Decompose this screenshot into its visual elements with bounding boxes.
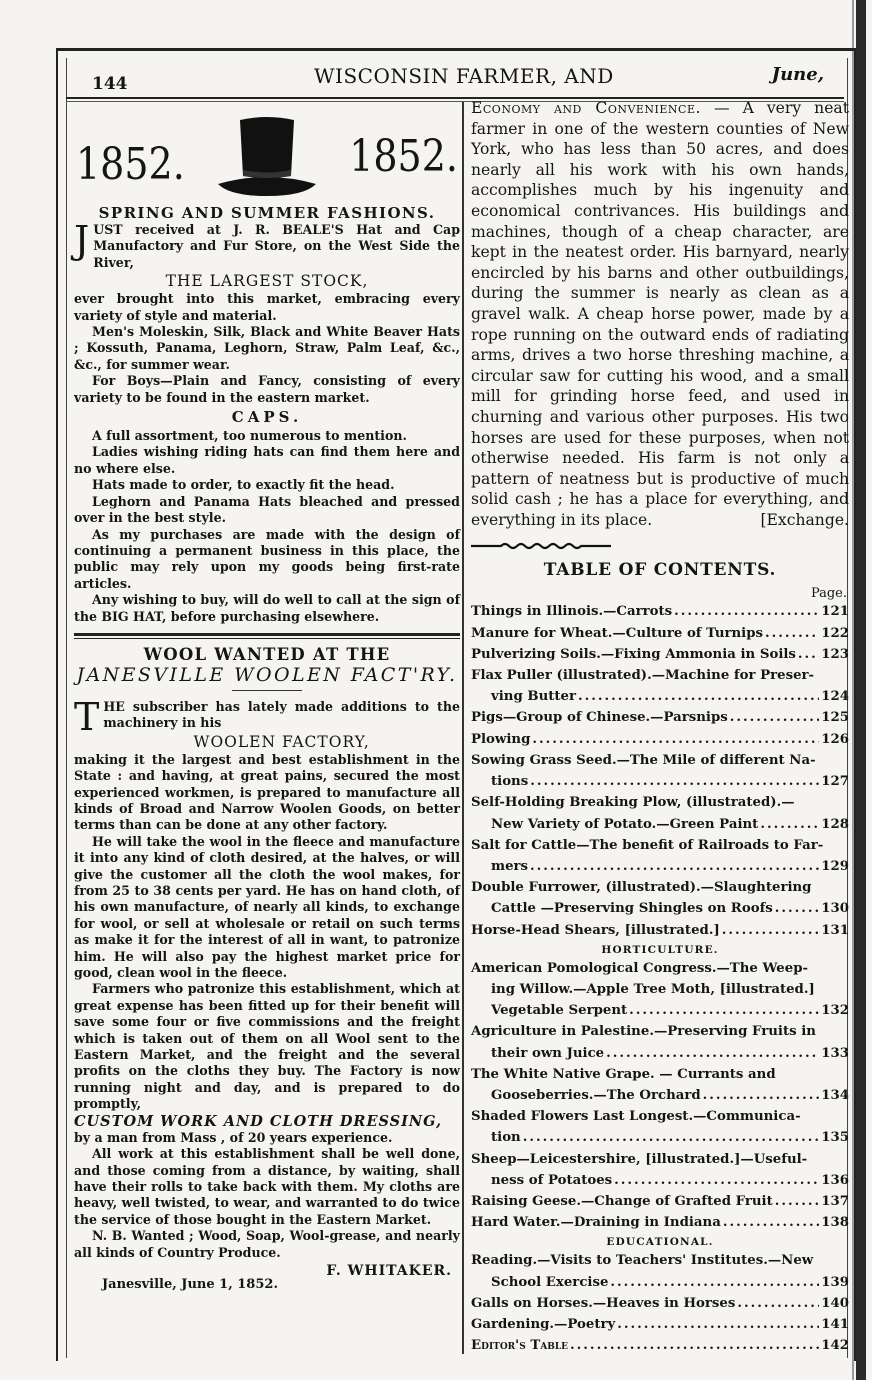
toc-entry [471, 1127, 849, 1148]
toc-entry-cont: tion [491, 1130, 521, 1146]
toc-entry [471, 1314, 849, 1335]
hat-ad-p9: Any wishing to buy, will do well to call at the sign of the BIG HAT, before purchasing elsewhere. [74, 592, 460, 624]
hat-ad-p1: ever brought into this market, embracing every variety of style and material. [74, 291, 460, 323]
toc-entry-page: 130 [821, 901, 849, 917]
toc-entry-cont: mers [491, 858, 529, 874]
ornamental-rule [471, 542, 611, 550]
toc-entry-page: 140 [821, 1295, 849, 1311]
toc-entry [471, 1043, 849, 1064]
toc-entry-cont: Cattle —Preserving Shingles on Roofs [491, 901, 773, 917]
toc-entry-page: 124 [821, 689, 849, 705]
toc-entry [471, 1085, 849, 1106]
toc-entry-title: American Pomological Congress.—The Weep- [471, 960, 809, 976]
toc-entry-title: Self-Holding Breaking Plow, (illustrated).— [471, 795, 795, 811]
wool-ad-intro [74, 694, 460, 739]
page-number: 144 [92, 74, 128, 94]
toc-entry [471, 920, 849, 941]
wool-ad-rule [232, 690, 302, 691]
toc-entry-cont: New Variety of Potato.—Green Paint [491, 816, 759, 832]
hat-ad-p6: Hats made to order, to exactly fit the head. [92, 477, 395, 493]
hat-ad-banner [74, 104, 460, 200]
toc-entry-title: Raising Geese.—Change of Grafted Fruit [471, 1193, 773, 1209]
toc-entry-title: Flax Puller (illustrated).—Machine for Preser- [471, 668, 815, 684]
toc-entry-page: 122 [821, 625, 849, 641]
month-label: June, [771, 64, 824, 85]
toc-entry-title: Reading.—Visits to Teachers' Institutes.—New [471, 1253, 814, 1269]
toc-entry-title: Sowing Grass Seed.—The Mile of different Na- [471, 752, 816, 768]
dropcap-t: T [74, 694, 100, 739]
largest-stock: THE LARGEST STOCK, [165, 272, 369, 291]
toc-entry-page: 141 [821, 1316, 849, 1332]
toc-entry [471, 729, 849, 750]
toc-entry-title: Gardening.—Poetry [471, 1316, 616, 1332]
toc-entry-page: 136 [821, 1172, 849, 1188]
toc-entry-cont: tions [491, 774, 529, 790]
toc-entry-page: 142 [821, 1338, 849, 1354]
top-hat-icon [214, 114, 320, 200]
wool-ad-p2: He will take the wool in the fleece and manufacture it into any kind of cloth desired, at the halves, or will give the customer all the cloth the wool makes, for from 25 to 38 cents per yard. He has on hand cloth, of his own manufacture, of nearly all kinds, to exchange for wool, or sell at wholesale or retail on such terms as make it for the interest of all in want, to patronize him. He will also pay the highest market price for good, clean wool in the fleece. [74, 833, 460, 981]
ad-divider-thick [74, 633, 460, 636]
toc-entry [471, 1170, 849, 1191]
hat-ad-p3: For Boys—Plain and Fancy, consisting of every variety to be found in the eastern market. [74, 373, 460, 405]
toc-entry-cont: ing Willow.—Apple Tree Moth, [illustrated.] [491, 981, 815, 997]
wool-ad-p5: All work at this establishment shall be well done, and those coming from a distance, by waiting, shall have their rolls to take back with them. My cloths are heavy, well twisted, to wear, and warranted to do twice the service of those bought in the Eastern Market. [74, 1146, 460, 1227]
toc-section-horticulture: HORTICULTURE. [601, 943, 719, 956]
toc-entry-title: Sheep—Leicestershire, [illustrated.]—Useful- [471, 1151, 808, 1167]
toc-section-educational: EDUCATIONAL. [606, 1236, 714, 1249]
toc-entry [471, 814, 849, 835]
article-economy [471, 98, 849, 530]
right-column [471, 98, 849, 1356]
toc-entry [471, 771, 849, 792]
hat-ad-p4: A full assortment, too numerous to mention. [92, 428, 407, 444]
toc-entry-title: Double Furrower, (illustrated).—Slaughtering [471, 880, 812, 896]
toc-title: TABLE OF CONTENTS. [543, 560, 777, 581]
running-header [66, 60, 836, 96]
wool-ad-p3: Farmers who patronize this establishment, which at great expense has been fitted up for their benefit will save some four or five commissions and the freight which is taken out of them on all Wool sent to the Eastern Market, and the freight and the several profits on the cloths they buy. The Factory is now running night and day, and is prepared to do promptly, [74, 981, 460, 1112]
toc-entry [471, 1000, 849, 1021]
toc-entry-title: Hard Water.—Draining in Indiana [471, 1215, 721, 1231]
toc-page-label: Page. [810, 586, 847, 602]
dateline: Janesville, June 1, 1852. [102, 1276, 278, 1292]
table-of-contents [471, 601, 849, 1356]
signature: F. WHITAKER. [326, 1262, 452, 1279]
toc-entry-cont: Vegetable Serpent [491, 1003, 628, 1019]
toc-entry-cont: ness of Potatoes [491, 1172, 613, 1188]
toc-entry-cont: School Exercise [491, 1274, 609, 1290]
toc-entry-title: Manure for Wheat.—Culture of Turnips [471, 625, 764, 641]
toc-entry [471, 1335, 849, 1356]
toc-entry [471, 1272, 849, 1293]
toc-entry-cont: Gooseberries.—The Orchard [491, 1087, 701, 1103]
toc-entry-title: Things in Illinois.—Carrots [471, 604, 673, 620]
toc-entry-page: 135 [821, 1130, 849, 1146]
toc-entry [471, 644, 849, 665]
toc-entry-title: Horse-Head Shears, [illustrated.] [471, 922, 720, 938]
toc-entry-page: 134 [821, 1087, 849, 1103]
toc-entry-page: 139 [821, 1274, 849, 1290]
toc-entry-page: 132 [821, 1003, 849, 1019]
woolen-factory: WOOLEN FACTORY, [193, 732, 370, 751]
scan-edge [856, 0, 866, 1380]
toc-entry-title: Shaded Flowers Last Longest.—Communica- [471, 1109, 801, 1125]
toc-entry-page: 127 [821, 774, 849, 790]
article-text: — A very neat farmer in one of the western counties of New York, who has less than 50 acres, and does nearly all his work with his own hands, accomplishes much by his ingenuity and economical contrivances. His buildings and machines, though of a cheap character, are kept in the neatest order. His barnyard, nearly encircled by his barns and other outbuildings, during the summer is nearly as clean as a gravel walk. A cheap horse power, made by a rope running on the outward ends of radiating arms, drives a two horse threshing machine, a circular saw for cutting his wood, and a small mill for grinding horse feed, and used in churning and various other purposes. His two horses are used for these purposes, when not otherwise needed. His farm is not only a pattern of neatness but is productive of much solid cash ; he has a place for everything, and everything in its place. [471, 99, 849, 529]
toc-entry-page: 133 [821, 1045, 849, 1061]
toc-entry [471, 623, 849, 644]
toc-entry-title: The White Native Grape. — Currants and [471, 1066, 776, 1082]
year-left: 1852. [76, 138, 185, 190]
wool-ad-p6: N. B. Wanted ; Wood, Soap, Wool-grease, and nearly all kinds of Country Produce. [74, 1228, 460, 1260]
hat-ad-p2: Men's Moleskin, Silk, Black and White Beaver Hats ; Kossuth, Panama, Leghorn, Straw, Palm Leaf, &c., &c., for summer wear. [74, 324, 460, 372]
toc-entry-title: Editor's Table [471, 1338, 569, 1354]
toc-entry-page: 129 [821, 858, 849, 874]
wool-ad-p4: by a man from Mass , of 20 years experience. [74, 1129, 393, 1145]
left-column [74, 104, 460, 1292]
toc-entry-page: 138 [821, 1215, 849, 1231]
toc-entry-page: 128 [821, 816, 849, 832]
toc-entry-page: 131 [821, 922, 849, 938]
hat-ad-p7: Leghorn and Panama Hats bleached and pressed over in the best style. [74, 493, 460, 526]
toc-entry-title: Galls on Horses.—Heaves in Horses [471, 1295, 736, 1311]
dropcap-j: J [74, 218, 90, 262]
column-divider [462, 102, 464, 1354]
running-title: WISCONSIN FARMER, AND [314, 64, 614, 88]
toc-entry [471, 601, 849, 622]
toc-entry-title: Pulverizing Soils.—Fixing Ammonia in Soils [471, 646, 796, 662]
toc-entry-cont: ving Butter [491, 689, 577, 705]
toc-entry-title: Plowing [471, 731, 531, 747]
wool-ad-p1: making it the largest and best establishment in the State : and having, at great pains, secured the most experienced workmen, is prepared to manufacture all kinds of Broad and Narrow Woolen Goods, on better terms than can be done at any other factory. [74, 751, 460, 833]
toc-entry [471, 1191, 849, 1212]
wool-ad-title: WOOL WANTED AT THE [143, 644, 391, 664]
toc-entry-page: 123 [821, 646, 849, 662]
toc-entry-title: Pigs—Group of Chinese.—Parsnips [471, 710, 728, 726]
toc-entry-page: 125 [821, 710, 849, 726]
article-source: [Exchange. [760, 510, 849, 529]
toc-entry-cont: their own Juice [491, 1045, 605, 1061]
article-lead: Economy and Convenience. [471, 99, 701, 117]
toc-entry-page: 137 [821, 1193, 849, 1209]
hat-ad-p5: Ladies wishing riding hats can find them here and no where else. [74, 444, 460, 476]
hat-ad-intro [74, 218, 460, 271]
toc-entry [471, 898, 849, 919]
hat-ad-title: SPRING AND SUMMER FASHIONS. [98, 204, 436, 222]
toc-entry [471, 707, 849, 728]
ad-divider-thin [74, 638, 460, 639]
wool-ad-subtitle: JANESVILLE WOOLEN FACT'RY. [76, 663, 458, 686]
custom-work-heading: CUSTOM WORK AND CLOTH DRESSING, [74, 1112, 443, 1130]
toc-entry-title: Salt for Cattle—The benefit of Railroads to Far- [471, 837, 824, 853]
toc-entry-title: Agriculture in Palestine.—Preserving Fruits in [471, 1024, 816, 1040]
wool-ad-intro-text: HE subscriber has lately made additions to the machinery in his [103, 698, 460, 731]
caps-heading: CAPS. [231, 408, 303, 427]
toc-entry [471, 1293, 849, 1314]
toc-entry [471, 856, 849, 877]
toc-entry [471, 686, 849, 707]
toc-entry-page: 126 [821, 731, 849, 747]
toc-entry-page: 121 [821, 604, 849, 620]
hat-ad-intro-text: UST received at J. R. BEALE'S Hat and Cap Manufactory and Fur Store, on the West Side the River, [93, 222, 460, 270]
hat-ad-p8: As my purchases are made with the design of continuing a permanent business in this place, the public may rely upon my goods being first-rate articles. [74, 526, 460, 591]
toc-entry [471, 1212, 849, 1233]
year-right: 1852. [349, 130, 458, 182]
